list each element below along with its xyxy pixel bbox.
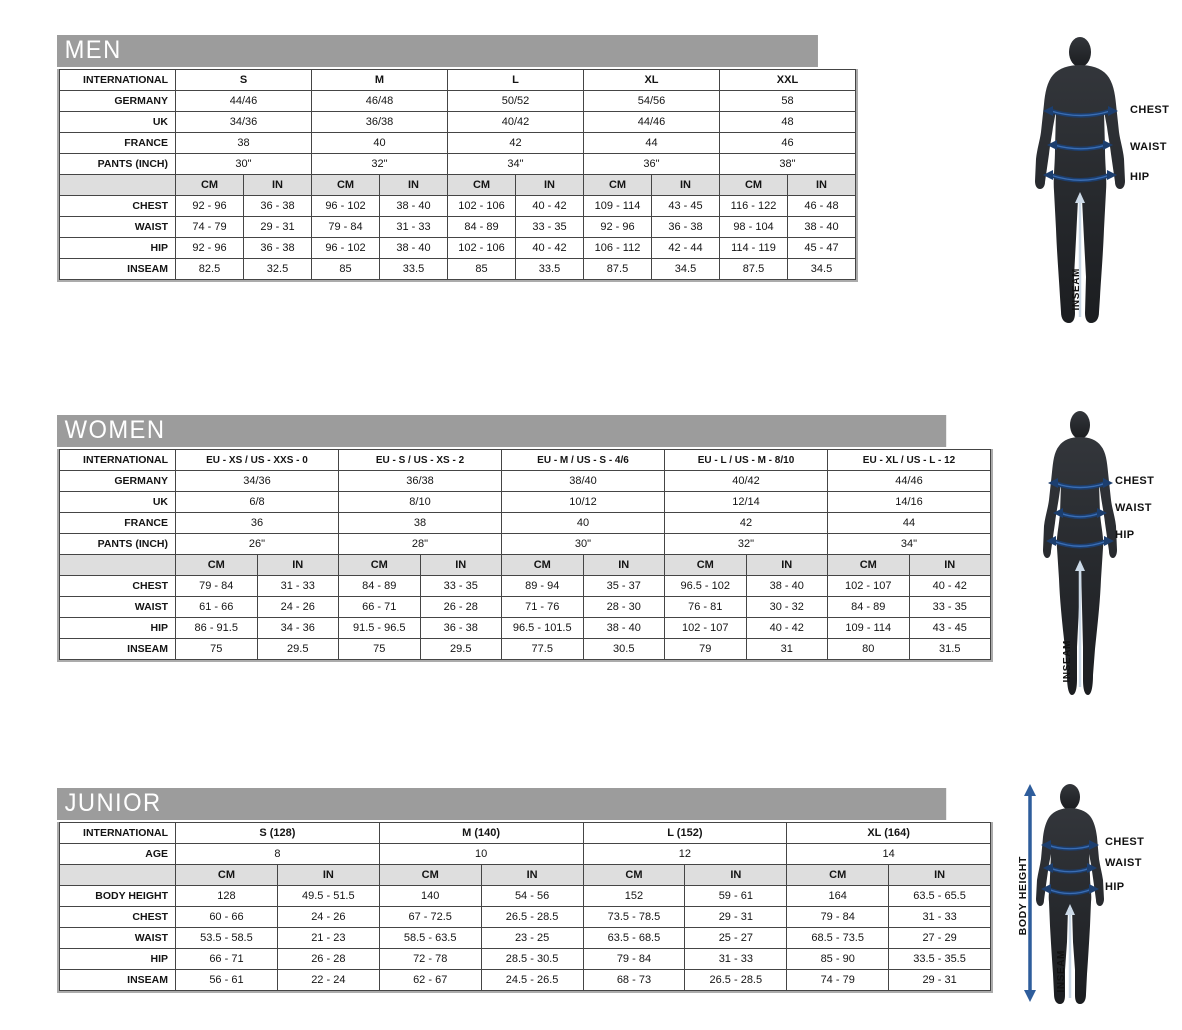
table-cell: 38 - 40 bbox=[788, 217, 856, 238]
table-row bbox=[60, 844, 991, 865]
table-cell: 12/14 bbox=[665, 492, 828, 513]
table-cell: 72 - 78 bbox=[379, 949, 481, 970]
table-cell: CM bbox=[176, 555, 258, 576]
table-cell: 48 bbox=[720, 112, 856, 133]
table-cell: IN bbox=[889, 865, 991, 886]
row-label: INSEAM bbox=[60, 259, 176, 280]
table-cell: 40 - 42 bbox=[516, 238, 584, 259]
table-cell: 6/8 bbox=[176, 492, 339, 513]
table-cell: IN bbox=[244, 175, 312, 196]
table-cell: CM bbox=[665, 555, 747, 576]
table-cell: 33 - 35 bbox=[420, 576, 502, 597]
table-cell: 30" bbox=[502, 534, 665, 555]
table-cell: 40/42 bbox=[665, 471, 828, 492]
women-title: WOMEN bbox=[57, 415, 946, 447]
table-cell: CM bbox=[339, 555, 421, 576]
table-cell: EU - L / US - M - 8/10 bbox=[665, 450, 828, 471]
row-label: FRANCE bbox=[60, 133, 176, 154]
table-cell: 23 - 25 bbox=[481, 928, 583, 949]
row-label: CHEST bbox=[60, 907, 176, 928]
table-cell: 98 - 104 bbox=[720, 217, 788, 238]
table-row bbox=[60, 597, 991, 618]
table-cell: CM bbox=[584, 175, 652, 196]
table-cell: 34" bbox=[828, 534, 991, 555]
table-cell: EU - XL / US - L - 12 bbox=[828, 450, 991, 471]
men-section bbox=[57, 35, 858, 282]
junior-section bbox=[57, 788, 993, 993]
women-inseam-label: INSEAM bbox=[1062, 640, 1073, 683]
table-cell: 38 - 40 bbox=[583, 618, 665, 639]
table-cell: 10/12 bbox=[502, 492, 665, 513]
table-cell: 152 bbox=[583, 886, 685, 907]
row-label: INTERNATIONAL bbox=[60, 70, 176, 91]
table-cell: 71 - 76 bbox=[502, 597, 584, 618]
table-cell: 63.5 - 65.5 bbox=[889, 886, 991, 907]
table-row bbox=[60, 70, 856, 91]
table-row bbox=[60, 217, 856, 238]
junior-body-height-label: BODY HEIGHT bbox=[1017, 856, 1029, 936]
row-label: HIP bbox=[60, 618, 176, 639]
table-cell: 29 - 31 bbox=[685, 907, 787, 928]
male-silhouette bbox=[1018, 33, 1148, 325]
table-cell: 58 bbox=[720, 91, 856, 112]
table-cell: 91.5 - 96.5 bbox=[339, 618, 421, 639]
table-cell: 49.5 - 51.5 bbox=[277, 886, 379, 907]
table-cell: 44/46 bbox=[584, 112, 720, 133]
table-cell: 42 bbox=[665, 513, 828, 534]
men-hip-label: HIP bbox=[1130, 171, 1150, 183]
women-table-wrap bbox=[57, 449, 993, 662]
table-cell: 45 - 47 bbox=[788, 238, 856, 259]
table-cell: 28" bbox=[339, 534, 502, 555]
table-cell: 12 bbox=[583, 844, 787, 865]
table-cell: 27 - 29 bbox=[889, 928, 991, 949]
table-cell: 46/48 bbox=[312, 91, 448, 112]
table-cell: 38 - 40 bbox=[746, 576, 828, 597]
table-cell: 102 - 106 bbox=[448, 238, 516, 259]
table-cell: 25 - 27 bbox=[685, 928, 787, 949]
table-cell: 36 - 38 bbox=[652, 217, 720, 238]
table-cell: 36/38 bbox=[312, 112, 448, 133]
table-cell: 60 - 66 bbox=[176, 907, 278, 928]
table-row bbox=[60, 823, 991, 844]
table-row bbox=[60, 555, 991, 576]
table-cell: L (152) bbox=[583, 823, 787, 844]
table-cell: 24 - 26 bbox=[257, 597, 339, 618]
table-cell: 102 - 106 bbox=[448, 196, 516, 217]
table-cell: 24.5 - 26.5 bbox=[481, 970, 583, 991]
table-cell: 67 - 72.5 bbox=[379, 907, 481, 928]
table-cell: 38 bbox=[176, 133, 312, 154]
row-label: HIP bbox=[60, 238, 176, 259]
junior-head bbox=[1060, 784, 1080, 810]
row-label: FRANCE bbox=[60, 513, 176, 534]
table-cell: 82.5 bbox=[176, 259, 244, 280]
table-cell: 38 - 40 bbox=[380, 196, 448, 217]
table-cell: 66 - 71 bbox=[339, 597, 421, 618]
table-cell: CM bbox=[828, 555, 910, 576]
junior-waist-label: WAIST bbox=[1105, 857, 1142, 869]
table-cell: 76 - 81 bbox=[665, 597, 747, 618]
table-cell: CM bbox=[176, 865, 278, 886]
table-cell: 73.5 - 78.5 bbox=[583, 907, 685, 928]
row-label: GERMANY bbox=[60, 91, 176, 112]
table-cell: 34 - 36 bbox=[257, 618, 339, 639]
row-label bbox=[60, 555, 176, 576]
table-cell: IN bbox=[277, 865, 379, 886]
row-label: INTERNATIONAL bbox=[60, 450, 176, 471]
table-cell: 74 - 79 bbox=[176, 217, 244, 238]
table-row bbox=[60, 112, 856, 133]
table-cell: 44/46 bbox=[828, 471, 991, 492]
table-cell: 28.5 - 30.5 bbox=[481, 949, 583, 970]
table-cell: 31 - 33 bbox=[685, 949, 787, 970]
table-cell: 140 bbox=[379, 886, 481, 907]
table-cell: XXL bbox=[720, 70, 856, 91]
table-cell: 26.5 - 28.5 bbox=[481, 907, 583, 928]
table-cell: 164 bbox=[787, 886, 889, 907]
table-cell: 92 - 96 bbox=[176, 238, 244, 259]
table-cell: CM bbox=[448, 175, 516, 196]
men-size-table bbox=[59, 69, 856, 280]
table-row bbox=[60, 238, 856, 259]
row-label: HIP bbox=[60, 949, 176, 970]
junior-size-table bbox=[59, 822, 991, 991]
table-cell: 36 - 38 bbox=[244, 196, 312, 217]
table-cell: 22 - 24 bbox=[277, 970, 379, 991]
table-row bbox=[60, 618, 991, 639]
table-cell: 43 - 45 bbox=[652, 196, 720, 217]
table-cell: CM bbox=[379, 865, 481, 886]
table-cell: CM bbox=[176, 175, 244, 196]
table-cell: 77.5 bbox=[502, 639, 584, 660]
table-cell: 62 - 67 bbox=[379, 970, 481, 991]
table-cell: 96.5 - 102 bbox=[665, 576, 747, 597]
table-cell: XL (164) bbox=[787, 823, 991, 844]
table-cell: CM bbox=[787, 865, 889, 886]
table-cell: 84 - 89 bbox=[339, 576, 421, 597]
table-cell: 96 - 102 bbox=[312, 238, 380, 259]
table-cell: CM bbox=[583, 865, 685, 886]
table-cell: 46 bbox=[720, 133, 856, 154]
table-cell: 85 - 90 bbox=[787, 949, 889, 970]
row-label: CHEST bbox=[60, 576, 176, 597]
table-cell: CM bbox=[312, 175, 380, 196]
table-cell: 56 - 61 bbox=[176, 970, 278, 991]
women-size-table bbox=[59, 449, 991, 660]
table-cell: 31.5 bbox=[909, 639, 991, 660]
table-cell: IN bbox=[257, 555, 339, 576]
female-silhouette bbox=[1022, 407, 1142, 702]
table-cell: 106 - 112 bbox=[584, 238, 652, 259]
table-row bbox=[60, 865, 991, 886]
table-row bbox=[60, 928, 991, 949]
table-cell: 54/56 bbox=[584, 91, 720, 112]
table-cell: 59 - 61 bbox=[685, 886, 787, 907]
row-label: WAIST bbox=[60, 597, 176, 618]
table-cell: 38" bbox=[720, 154, 856, 175]
row-label: INSEAM bbox=[60, 639, 176, 660]
junior-hip-label: HIP bbox=[1105, 881, 1125, 893]
row-label: CHEST bbox=[60, 196, 176, 217]
table-cell: 89 - 94 bbox=[502, 576, 584, 597]
table-cell: IN bbox=[652, 175, 720, 196]
table-cell: 96 - 102 bbox=[312, 196, 380, 217]
table-cell: IN bbox=[685, 865, 787, 886]
table-cell: 92 - 96 bbox=[584, 217, 652, 238]
table-cell: 34.5 bbox=[652, 259, 720, 280]
table-cell: 36" bbox=[584, 154, 720, 175]
table-cell: 58.5 - 63.5 bbox=[379, 928, 481, 949]
table-cell: 42 - 44 bbox=[652, 238, 720, 259]
table-cell: 36 - 38 bbox=[420, 618, 502, 639]
table-row bbox=[60, 886, 991, 907]
table-cell: 63.5 - 68.5 bbox=[583, 928, 685, 949]
row-label: AGE bbox=[60, 844, 176, 865]
men-inseam-label: INSEAM bbox=[1071, 268, 1082, 311]
table-cell: 33 - 35 bbox=[516, 217, 584, 238]
table-cell: 32" bbox=[665, 534, 828, 555]
table-cell: 40/42 bbox=[448, 112, 584, 133]
table-cell: 26 - 28 bbox=[420, 597, 502, 618]
table-cell: 116 - 122 bbox=[720, 196, 788, 217]
table-row bbox=[60, 259, 856, 280]
table-cell: 128 bbox=[176, 886, 278, 907]
table-cell: 8 bbox=[176, 844, 380, 865]
table-cell: 29 - 31 bbox=[244, 217, 312, 238]
row-label: UK bbox=[60, 492, 176, 513]
men-table-wrap bbox=[57, 69, 858, 282]
table-cell: M bbox=[312, 70, 448, 91]
table-cell: 40 - 42 bbox=[909, 576, 991, 597]
table-cell: 26 - 28 bbox=[277, 949, 379, 970]
men-waist-label: WAIST bbox=[1130, 141, 1167, 153]
table-cell: 36/38 bbox=[339, 471, 502, 492]
row-label: GERMANY bbox=[60, 471, 176, 492]
table-cell: 75 bbox=[176, 639, 258, 660]
table-cell: 44 bbox=[584, 133, 720, 154]
table-cell: 85 bbox=[448, 259, 516, 280]
women-waist-label: WAIST bbox=[1115, 502, 1152, 514]
table-cell: IN bbox=[516, 175, 584, 196]
table-cell: XL bbox=[584, 70, 720, 91]
table-cell: 74 - 79 bbox=[787, 970, 889, 991]
table-row bbox=[60, 513, 991, 534]
table-cell: 38 - 40 bbox=[380, 238, 448, 259]
table-cell: 31 - 33 bbox=[889, 907, 991, 928]
row-label: PANTS (INCH) bbox=[60, 154, 176, 175]
table-cell: 33.5 - 35.5 bbox=[889, 949, 991, 970]
table-cell: 75 bbox=[339, 639, 421, 660]
table-cell: 40 bbox=[502, 513, 665, 534]
table-cell: 30 - 32 bbox=[746, 597, 828, 618]
table-cell: 32.5 bbox=[244, 259, 312, 280]
table-cell: 53.5 - 58.5 bbox=[176, 928, 278, 949]
table-cell: CM bbox=[720, 175, 788, 196]
table-cell: 46 - 48 bbox=[788, 196, 856, 217]
table-cell: 61 - 66 bbox=[176, 597, 258, 618]
table-cell: 28 - 30 bbox=[583, 597, 665, 618]
table-row bbox=[60, 949, 991, 970]
table-cell: 32" bbox=[312, 154, 448, 175]
table-cell: CM bbox=[502, 555, 584, 576]
table-cell: 36 bbox=[176, 513, 339, 534]
table-cell: 114 - 119 bbox=[720, 238, 788, 259]
table-cell: 34/36 bbox=[176, 471, 339, 492]
table-cell: 8/10 bbox=[339, 492, 502, 513]
table-row bbox=[60, 576, 991, 597]
row-label: UK bbox=[60, 112, 176, 133]
table-cell: 96.5 - 101.5 bbox=[502, 618, 584, 639]
table-cell: 68.5 - 73.5 bbox=[787, 928, 889, 949]
table-row bbox=[60, 91, 856, 112]
table-cell: 33 - 35 bbox=[909, 597, 991, 618]
table-cell: 109 - 114 bbox=[828, 618, 910, 639]
table-cell: S bbox=[176, 70, 312, 91]
women-hip-label: HIP bbox=[1115, 529, 1135, 541]
table-row bbox=[60, 534, 991, 555]
row-label: PANTS (INCH) bbox=[60, 534, 176, 555]
table-cell: IN bbox=[380, 175, 448, 196]
table-cell: 44 bbox=[828, 513, 991, 534]
table-cell: IN bbox=[909, 555, 991, 576]
row-label bbox=[60, 175, 176, 196]
table-cell: 109 - 114 bbox=[584, 196, 652, 217]
table-cell: 85 bbox=[312, 259, 380, 280]
junior-silhouette bbox=[1014, 782, 1159, 1022]
table-cell: IN bbox=[420, 555, 502, 576]
table-cell: 42 bbox=[448, 133, 584, 154]
table-row bbox=[60, 639, 991, 660]
row-label bbox=[60, 865, 176, 886]
table-cell: 35 - 37 bbox=[583, 576, 665, 597]
table-cell: 79 - 84 bbox=[787, 907, 889, 928]
table-cell: 33.5 bbox=[516, 259, 584, 280]
table-cell: EU - S / US - XS - 2 bbox=[339, 450, 502, 471]
table-cell: 33.5 bbox=[380, 259, 448, 280]
table-row bbox=[60, 970, 991, 991]
junior-table-wrap bbox=[57, 822, 993, 993]
men-chest-label: CHEST bbox=[1130, 104, 1170, 116]
table-cell: 102 - 107 bbox=[665, 618, 747, 639]
row-label: WAIST bbox=[60, 928, 176, 949]
table-cell: 31 bbox=[746, 639, 828, 660]
row-label: WAIST bbox=[60, 217, 176, 238]
table-cell: 10 bbox=[379, 844, 583, 865]
table-cell: 40 bbox=[312, 133, 448, 154]
table-cell: 31 - 33 bbox=[257, 576, 339, 597]
table-cell: 26.5 - 28.5 bbox=[685, 970, 787, 991]
table-cell: 40 - 42 bbox=[516, 196, 584, 217]
table-cell: EU - XS / US - XXS - 0 bbox=[176, 450, 339, 471]
table-cell: 29 - 31 bbox=[889, 970, 991, 991]
table-cell: 79 - 84 bbox=[176, 576, 258, 597]
men-title: MEN bbox=[57, 35, 818, 67]
row-label: INSEAM bbox=[60, 970, 176, 991]
table-cell: IN bbox=[481, 865, 583, 886]
table-cell: 34/36 bbox=[176, 112, 312, 133]
table-cell: 36 - 38 bbox=[244, 238, 312, 259]
table-cell: 66 - 71 bbox=[176, 949, 278, 970]
table-cell: 31 - 33 bbox=[380, 217, 448, 238]
table-cell: 21 - 23 bbox=[277, 928, 379, 949]
table-cell: 79 bbox=[665, 639, 747, 660]
junior-inseam-label: INSEAM bbox=[1056, 950, 1067, 993]
table-cell: IN bbox=[788, 175, 856, 196]
junior-chest-label: CHEST bbox=[1105, 836, 1145, 848]
row-label: INTERNATIONAL bbox=[60, 823, 176, 844]
table-cell: 92 - 96 bbox=[176, 196, 244, 217]
table-row bbox=[60, 196, 856, 217]
table-cell: EU - M / US - S - 4/6 bbox=[502, 450, 665, 471]
table-cell: 38/40 bbox=[502, 471, 665, 492]
table-cell: 26" bbox=[176, 534, 339, 555]
table-cell: 40 - 42 bbox=[746, 618, 828, 639]
table-row bbox=[60, 450, 991, 471]
table-cell: 38 bbox=[339, 513, 502, 534]
table-cell: 84 - 89 bbox=[448, 217, 516, 238]
table-cell: 30.5 bbox=[583, 639, 665, 660]
junior-title: JUNIOR bbox=[57, 788, 946, 820]
table-cell: IN bbox=[746, 555, 828, 576]
table-cell: 43 - 45 bbox=[909, 618, 991, 639]
table-cell: 24 - 26 bbox=[277, 907, 379, 928]
table-cell: 29.5 bbox=[257, 639, 339, 660]
table-cell: 86 - 91.5 bbox=[176, 618, 258, 639]
table-cell: 79 - 84 bbox=[583, 949, 685, 970]
row-label: BODY HEIGHT bbox=[60, 886, 176, 907]
table-cell: 84 - 89 bbox=[828, 597, 910, 618]
table-cell: 14/16 bbox=[828, 492, 991, 513]
table-cell: L bbox=[448, 70, 584, 91]
table-cell: 102 - 107 bbox=[828, 576, 910, 597]
table-cell: M (140) bbox=[379, 823, 583, 844]
female-head bbox=[1070, 411, 1090, 439]
table-cell: 79 - 84 bbox=[312, 217, 380, 238]
table-cell: 68 - 73 bbox=[583, 970, 685, 991]
table-cell: 30" bbox=[176, 154, 312, 175]
table-cell: IN bbox=[583, 555, 665, 576]
women-section bbox=[57, 415, 993, 662]
table-cell: 34.5 bbox=[788, 259, 856, 280]
table-cell: 87.5 bbox=[720, 259, 788, 280]
table-cell: S (128) bbox=[176, 823, 380, 844]
table-row bbox=[60, 133, 856, 154]
table-cell: 44/46 bbox=[176, 91, 312, 112]
male-head bbox=[1069, 37, 1091, 67]
table-row bbox=[60, 492, 991, 513]
table-row bbox=[60, 471, 991, 492]
table-cell: 29.5 bbox=[420, 639, 502, 660]
women-chest-label: CHEST bbox=[1115, 475, 1155, 487]
table-row bbox=[60, 154, 856, 175]
table-cell: 54 - 56 bbox=[481, 886, 583, 907]
table-row bbox=[60, 175, 856, 196]
table-cell: 87.5 bbox=[584, 259, 652, 280]
table-cell: 34" bbox=[448, 154, 584, 175]
table-cell: 80 bbox=[828, 639, 910, 660]
table-cell: 50/52 bbox=[448, 91, 584, 112]
table-row bbox=[60, 907, 991, 928]
table-cell: 14 bbox=[787, 844, 991, 865]
